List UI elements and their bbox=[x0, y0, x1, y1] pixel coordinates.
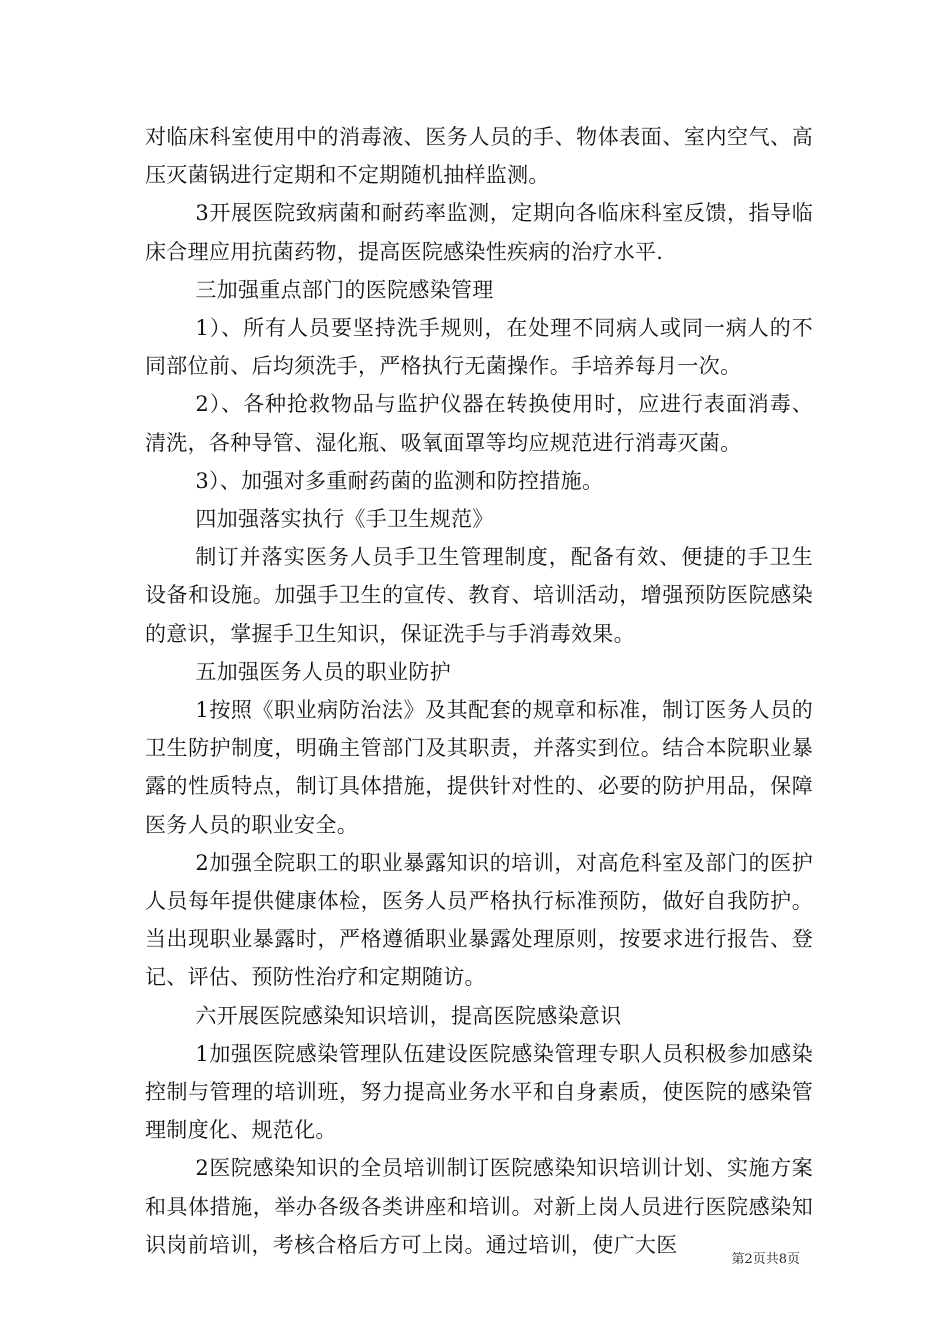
paragraph-continuation: 对临床科室使用中的消毒液、医务人员的手、物体表面、室内空气、高压灭菌锅进行定期和不定期随机抽样监测。 bbox=[145, 125, 813, 188]
section-heading: 六开展医院感染知识培训，提高医院感染意识 bbox=[195, 1003, 622, 1028]
paragraph: 3）、加强对多重耐药菌的监测和防控措施。 bbox=[195, 468, 604, 493]
section-heading: 三加强重点部门的医院感染管理 bbox=[195, 277, 494, 302]
paragraph: 2加强全院职工的职业暴露知识的培训，对高危科室及部门的医护人员每年提供健康体检，医务人员严格执行标准预防，做好自我防护。当出现职业暴露时，严格遵循职业暴露处理原则，按要求进行报告、登记、评估、预防性治疗和定期随访。 bbox=[145, 850, 813, 990]
paragraph: 制订并落实医务人员手卫生管理制度，配备有效、便捷的手卫生设备和设施。加强手卫生的宣传、教育、培训活动，增强预防医院感染的意识，掌握手卫生知识，保证洗手与手消毒效果。 bbox=[145, 545, 813, 646]
body-text bbox=[145, 118, 813, 1264]
paragraph: 2）、各种抢救物品与监护仪器在转换使用时，应进行表面消毒、清洗，各种导管、湿化瓶、吸氧面罩等均应规范进行消毒灭菌。 bbox=[145, 392, 813, 455]
paragraph: 2医院感染知识的全员培训制订医院感染知识培训计划、实施方案和具体措施，举办各级各类讲座和培训。对新上岗人员进行医院感染知识岗前培训，考核合格后方可上岗。通过培训，使广大医 bbox=[145, 1156, 813, 1257]
paragraph: 1）、所有人员要坚持洗手规则，在处理不同病人或同一病人的不同部位前、后均须洗手，严格执行无菌操作。手培养每月一次。 bbox=[145, 316, 813, 379]
paragraph: 1加强医院感染管理队伍建设医院感染管理专职人员积极参加感染控制与管理的培训班，努力提高业务水平和自身素质，使医院的感染管理制度化、规范化。 bbox=[145, 1041, 813, 1143]
section-heading: 五加强医务人员的职业防护 bbox=[195, 659, 451, 684]
paragraph: 3开展医院致病菌和耐药率监测，定期向各临床科室反馈，指导临床合理应用抗菌药物，提高医院感染性疾病的治疗水平. bbox=[145, 201, 813, 264]
page-number: 第2页共8页 bbox=[731, 1252, 800, 1267]
paragraph: 1按照《职业病防治法》及其配套的规章和标准，制订医务人员的卫生防护制度，明确主管部门及其职责，并落实到位。结合本院职业暴露的性质特点，制订具体措施，提供针对性的、必要的防护用品，保障医务人员的职业安全。 bbox=[145, 698, 813, 837]
section-heading: 四加强落实执行《手卫生规范》 bbox=[195, 507, 494, 532]
